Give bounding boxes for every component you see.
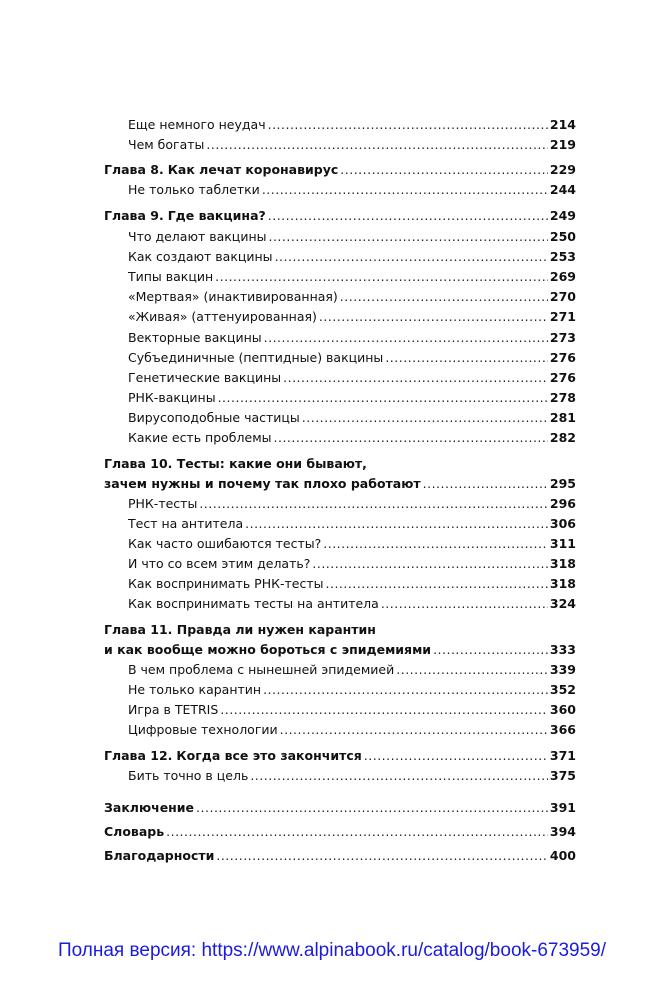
dot-leader: [199, 496, 548, 512]
page-number: 270: [549, 289, 576, 304]
toc-chapter-entry[interactable]: [104, 162, 576, 178]
dot-leader: [263, 682, 548, 698]
dot-leader: [319, 309, 548, 325]
dot-leader: [302, 410, 548, 426]
dot-leader: [280, 722, 548, 738]
page-number: 249: [549, 208, 576, 223]
entry-title: Тест на антитела: [128, 516, 244, 531]
chapter-label: Глава 9.: [104, 208, 164, 223]
entry-title: Не только таблетки: [128, 182, 260, 197]
dot-leader: [264, 330, 548, 346]
page-number: 278: [549, 390, 576, 405]
entry-title: Как создают вакцины: [128, 249, 273, 264]
dot-leader: [215, 269, 548, 285]
toc-entry[interactable]: [128, 768, 576, 784]
chapter-title: Благодарности: [104, 848, 215, 863]
dot-leader: [268, 229, 547, 245]
dot-leader: [196, 800, 548, 816]
entry-title: РНК-тесты: [128, 496, 198, 511]
page-number: 324: [549, 596, 576, 611]
page-number: 271: [549, 309, 576, 324]
dot-leader: [340, 289, 548, 305]
page-number: 352: [549, 682, 576, 697]
entry-title: Что делают вакцины: [128, 229, 267, 244]
dot-leader: [268, 117, 548, 133]
chapter-label: Глава 12.: [104, 748, 173, 763]
dot-leader: [166, 824, 548, 840]
dot-leader: [323, 536, 548, 552]
entry-title: Чем богаты: [128, 137, 205, 152]
entry-title: Как часто ошибаются тесты?: [128, 536, 322, 551]
toc-entry[interactable]: [128, 702, 576, 718]
toc-entry[interactable]: [128, 350, 576, 366]
page-number: 366: [549, 722, 576, 737]
toc-entry[interactable]: [128, 662, 576, 678]
toc-entry[interactable]: [128, 182, 576, 198]
entry-title: «Живая» (аттенуированная): [128, 309, 317, 324]
dot-leader: [423, 476, 548, 492]
dot-leader: [262, 182, 548, 198]
page-number: 318: [549, 576, 576, 591]
chapter-title: Словарь: [104, 824, 165, 839]
toc-entry[interactable]: [128, 330, 576, 346]
page-number: 306: [549, 516, 576, 531]
page-number: 282: [549, 430, 576, 445]
dot-leader: [206, 137, 548, 153]
page-number: 276: [549, 350, 576, 365]
toc-chapter-entry[interactable]: [104, 208, 576, 224]
toc-entry[interactable]: [128, 390, 576, 406]
entry-title: Как воспринимать тесты на антитела: [128, 596, 379, 611]
entry-title: Типы вакцин: [128, 269, 214, 284]
page-number: 295: [549, 476, 576, 491]
entry-title: «Мертвая» (инактивированная): [128, 289, 338, 304]
chapter-title: Тесты: какие они бывают,: [176, 456, 367, 471]
toc-entry[interactable]: [128, 269, 576, 285]
chapter-label: Глава 11.: [104, 622, 173, 637]
dot-leader: [433, 642, 548, 658]
chapter-title: Где вакцина?: [167, 208, 266, 223]
page-number: 400: [549, 848, 576, 863]
dot-leader: [220, 702, 548, 718]
toc-chapter-entry[interactable]: [104, 800, 576, 816]
entry-title: Вирусоподобные частицы: [128, 410, 300, 425]
toc-chapter-entry[interactable]: [104, 848, 576, 864]
page-number: 250: [549, 229, 576, 244]
dot-leader: [216, 848, 548, 864]
toc-entry[interactable]: [128, 516, 576, 532]
page-number: 269: [549, 269, 576, 284]
page-number: 333: [549, 642, 576, 657]
page-number: 281: [549, 410, 576, 425]
entry-title: Субъединичные (пептидные) вакцины: [128, 350, 384, 365]
dot-leader: [385, 350, 548, 366]
chapter-text: [104, 208, 266, 224]
entry-title: РНК-вакцины: [128, 390, 216, 405]
entry-title: В чем проблема с нынешней эпидемией: [128, 662, 395, 677]
toc-entry[interactable]: [128, 249, 576, 265]
page-number: 311: [549, 536, 576, 551]
page-number: 244: [549, 182, 576, 197]
chapter-label: Глава 8.: [104, 162, 164, 177]
chapter-title: и как вообще можно бороться с эпидемиями: [104, 642, 432, 657]
entry-title: Не только карантин: [128, 682, 262, 697]
dot-leader: [381, 596, 548, 612]
toc-chapter-heading: [104, 456, 367, 472]
page-number: 360: [549, 702, 576, 717]
chapter-title: Заключение: [104, 800, 195, 815]
page-number: 296: [549, 496, 576, 511]
entry-title: Генетические вакцины: [128, 370, 282, 385]
dot-leader: [283, 370, 548, 386]
toc-entry[interactable]: [128, 309, 576, 325]
page-number: 318: [549, 556, 576, 571]
dot-leader: [396, 662, 548, 678]
page-number: 229: [549, 162, 576, 177]
entry-title: Еще немного неудач: [128, 117, 266, 132]
toc-entry[interactable]: [128, 117, 576, 133]
toc-entry[interactable]: [128, 430, 576, 446]
chapter-title: зачем нужны и почему так плохо работают: [104, 476, 421, 491]
toc-entry[interactable]: [128, 289, 576, 305]
dot-leader: [364, 748, 548, 764]
page-number: 391: [549, 800, 576, 815]
toc-entry[interactable]: [128, 722, 576, 738]
toc-chapter-entry[interactable]: [104, 476, 576, 492]
entry-title: Какие есть проблемы: [128, 430, 272, 445]
dot-leader: [340, 162, 548, 178]
chapter-text: [104, 162, 338, 178]
toc-chapter-entry[interactable]: [104, 642, 576, 658]
entry-title: И что со всем этим делать?: [128, 556, 311, 571]
entry-title: Игра в TETRIS: [128, 702, 219, 717]
chapter-title: Когда все это закончится: [176, 748, 362, 763]
chapter-text: [104, 748, 362, 764]
toc-entry[interactable]: [128, 137, 576, 153]
page-number: 375: [549, 768, 576, 783]
page-number: 371: [549, 748, 576, 763]
toc-entry[interactable]: [128, 370, 576, 386]
toc-entry[interactable]: [128, 596, 576, 612]
dot-leader: [245, 516, 548, 532]
page-number: 219: [549, 137, 576, 152]
toc-entry[interactable]: [128, 496, 576, 512]
entry-title: Бить точно в цель: [128, 768, 249, 783]
entry-title: Цифровые технологии: [128, 722, 278, 737]
toc-entry[interactable]: [128, 229, 576, 245]
toc-chapter-entry[interactable]: [104, 748, 576, 764]
dot-leader: [312, 556, 548, 572]
page-number: 253: [549, 249, 576, 264]
toc-entry[interactable]: [128, 576, 576, 592]
entry-title: Как воспринимать РНК-тесты: [128, 576, 324, 591]
toc-chapter-entry[interactable]: [104, 824, 576, 840]
chapter-title: Как лечат коронавирус: [167, 162, 339, 177]
page-number: 276: [549, 370, 576, 385]
page-number: 214: [549, 117, 576, 132]
toc-entry[interactable]: [128, 536, 576, 552]
full-version-link[interactable]: Полная версия: https://www.alpinabook.ru/catalog/book-673959/: [57, 940, 607, 961]
dot-leader: [275, 249, 548, 265]
dot-leader: [250, 768, 548, 784]
dot-leader: [268, 208, 548, 224]
entry-title: Векторные вакцины: [128, 330, 262, 345]
chapter-title: Правда ли нужен карантин: [176, 622, 376, 637]
toc-entry[interactable]: [128, 682, 576, 698]
page-number: 394: [549, 824, 576, 839]
page-number: 273: [549, 330, 576, 345]
chapter-label: Глава 10.: [104, 456, 173, 471]
toc-entry[interactable]: [128, 410, 576, 426]
toc-chapter-heading: [104, 622, 376, 638]
toc-entry[interactable]: [128, 556, 576, 572]
page-number: 339: [549, 662, 576, 677]
dot-leader: [326, 576, 548, 592]
dot-leader: [218, 390, 548, 406]
dot-leader: [274, 430, 548, 446]
